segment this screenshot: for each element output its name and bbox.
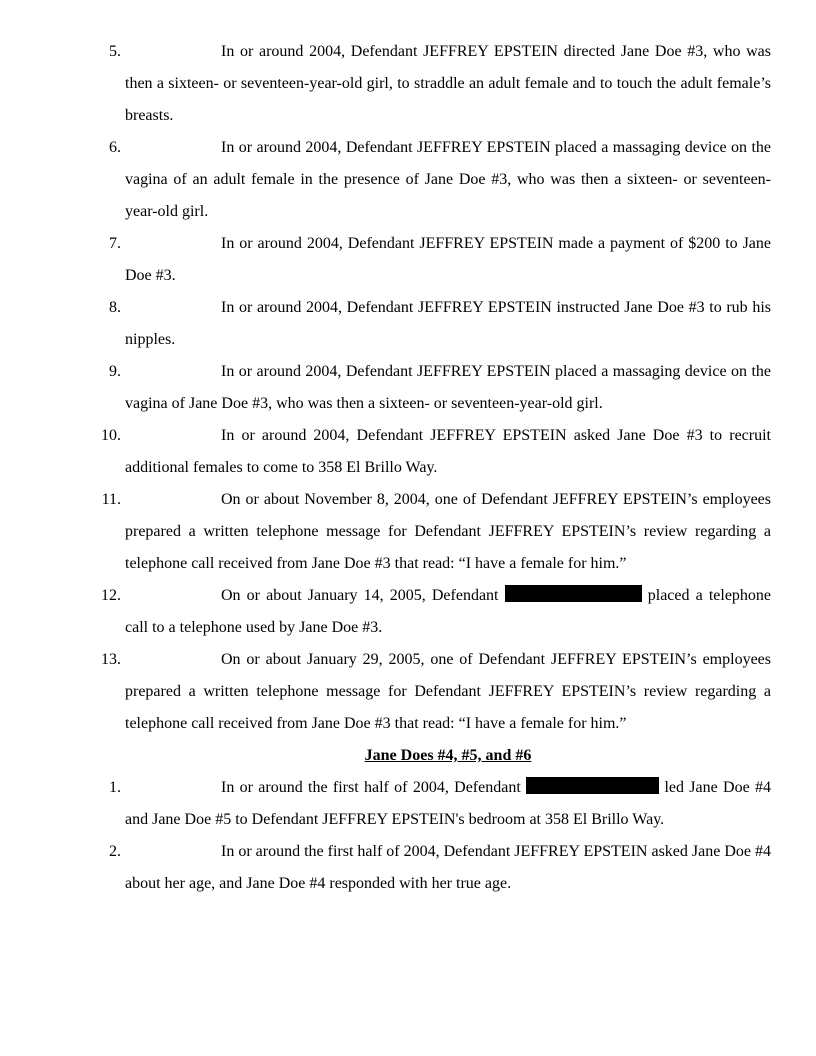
paragraph-5 (109, 36, 771, 132)
paragraph-number: 5. (109, 43, 121, 60)
paragraph-text: On or about January 29, 2005, one of Defendant JEFFREY EPSTEIN’s employees prepared a written telephone message for Defendant JEFFREY EPSTEIN’s review regarding a telephone call received from Jane Doe #3 that read: “I have a female for him.” (125, 651, 771, 732)
redaction-block (505, 585, 642, 602)
paragraph-number: 2. (109, 843, 121, 860)
paragraph-number: 13. (101, 651, 121, 668)
paragraph-10 (101, 420, 771, 484)
paragraph-number: 7. (109, 235, 121, 252)
paragraph-9 (109, 356, 771, 420)
paragraph-text-after-redaction: led Jane Doe #4 and Jane Doe #5 to Defendant JEFFREY EPSTEIN's bedroom at 358 El Brillo Way. (125, 779, 772, 828)
paragraph-2 (109, 836, 771, 900)
paragraph-7 (109, 228, 771, 292)
paragraph-text: On or about November 8, 2004, one of Defendant JEFFREY EPSTEIN’s employees prepared a written telephone message for Defendant JEFFREY EPSTEIN’s review regarding a telephone call received from Jane Doe #3 that read: “I have a female for him.” (125, 491, 771, 572)
paragraph-number: 9. (109, 363, 121, 380)
paragraph-text: In or around 2004, Defendant JEFFREY EPSTEIN placed a massaging device on the vagina of an adult female in the presence of Jane Doe #3, who was then a sixteen- or seventeen-year-old girl. (125, 139, 771, 220)
paragraph-8 (109, 292, 771, 356)
paragraph-text-before-redaction: In or around the first half of 2004, Defendant (221, 779, 521, 796)
paragraph-number: 11. (101, 491, 121, 508)
section-heading: Jane Does #4, #5, and #6 (364, 747, 532, 764)
paragraph-12 (101, 580, 772, 644)
paragraph-number: 12. (101, 587, 121, 604)
paragraph-6 (109, 132, 771, 228)
paragraph-text: In or around 2004, Defendant JEFFREY EPSTEIN instructed Jane Doe #3 to rub his nipples. (125, 299, 771, 348)
paragraph-number: 10. (101, 427, 121, 444)
paragraph-text: In or around 2004, Defendant JEFFREY EPSTEIN asked Jane Doe #3 to recruit additional females to come to 358 El Brillo Way. (125, 427, 771, 476)
paragraph-number: 6. (109, 139, 121, 156)
paragraph-text: In or around 2004, Defendant JEFFREY EPSTEIN made a payment of $200 to Jane Doe #3. (125, 235, 771, 284)
paragraph-1 (109, 772, 772, 836)
paragraph-text-before-redaction: On or about January 14, 2005, Defendant (221, 587, 499, 604)
paragraph-number: 8. (109, 299, 121, 316)
paragraph-text: In or around 2004, Defendant JEFFREY EPSTEIN placed a massaging device on the vagina of Jane Doe #3, who was then a sixteen- or seventeen-year-old girl. (125, 363, 771, 412)
paragraph-text: In or around 2004, Defendant JEFFREY EPSTEIN directed Jane Doe #3, who was then a sixteen- or seventeen-year-old girl, to straddle an adult female and to touch the adult female’s breasts. (125, 43, 771, 124)
paragraph-text: In or around the first half of 2004, Defendant JEFFREY EPSTEIN asked Jane Doe #4 about her age, and Jane Doe #4 responded with her true age. (125, 843, 771, 892)
paragraph-text-after-redaction: placed a telephone call to a telephone used by Jane Doe #3. (125, 587, 772, 636)
redaction-block (526, 777, 659, 794)
paragraph-11 (101, 484, 771, 580)
paragraph-13 (101, 644, 771, 740)
paragraph-number: 1. (109, 779, 121, 796)
